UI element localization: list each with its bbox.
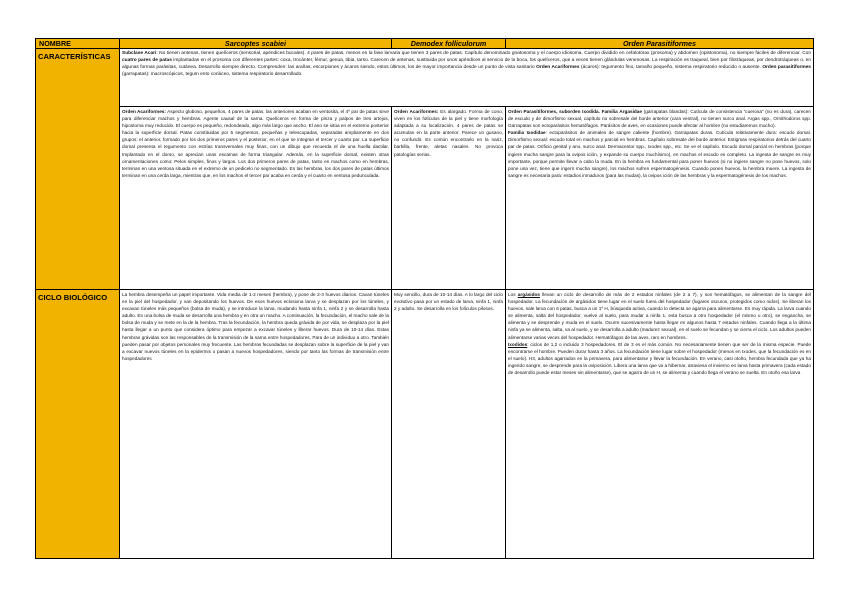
header-nombre: NOMBRE: [36, 39, 120, 49]
comparison-table: [35, 38, 814, 559]
cell-sarcoptes-caracteristicas: Orden Acariformes: Aspecto globoso, pequeños, 4 pares de patas, las anteriores acaban en ventosita, el 4º par de patas sirve para diferenciar machos y hembras. Agente causal de la sarna. Quelíceros en forma de pinza y palpos de tres artejos, hipostoma muy reducido. El cuerpo es pequeño, redondeado, algo más largo que ancho. El ano se sitúa en el extremo posterior hacia la superficie dorsal. Patas constituidas por 5 segmentos, pequeñas y telescopadas, separadas ampliamente en dos grupos: el anterior, formado por los dos primeros pares y el posterior, en el que se integran el tercer y cuarto par. La superficie dorsal presenta el tegumento con estrías transversales muy finas, con un dibujo que recuerda el de una huella dactilar. Implantado en el dorso, se aprecian unas escamas de forma triangular. Además, en la superficie dorsal, existen otras ornamentaciones como: Pelos simples, finos y largos. Los dos primeros pares de patas, tanto en machos como en hembras, terminan en una ventosa situada en el extremo de un pedicelo no segmentado. En las hembras, los dos pares de patas últimos terminan en una cerda larga, mientras que, en los machos el tercer par acaba en cerda y el cuarto en ventosa pedunculada.: [120, 107, 392, 290]
cell-parasitiformes-ciclo: Los argásidos llevan un ciclo de desarrollo de más de 2 estados ninfales (de 2 a 7), y son hematófagos, se alimentan de la sangre del hospedador. La fecundación de argásidos tiene lugar en el suelo fuera del hospedador (lugares oscuros, protegidos como nidos). Se liberan los huevos, sale larva con 6 patas, busca a un 1º H, búsqueda activa, cuando lo detecta se agarra para alimentarse. Es muy rápida. La larva cuando se alimenta, salta del hospedador, vuelve al suelo, para mudar a ninfa 1, esta busca a otro hospedador (el mismo u otro), se engancha, se alimenta y se desprende y muda en el suelo. Ocurre sucesivamente hasta llegar en algunos hasta 7 estados ninfales. Cuando llega a la última ninfa ya se alimenta, salta, va al suelo, y se desarrolla a adulto (madurez sexual), en el suelo se fecundan y se cierra el ciclo. Los adultos pueden alimentarse varias veces del hospedador. Hematófagos de las aves, raro en hombres. Ixodidos: ciclos de 1,2 o incluido 3 hospedadores. El de 3 es el más común. No necesariamente tienen que ser de la misma especie. Puede encontrarse el hombre. Pueden durar hasta 3 años. La fecundación tiene lugar sobre el hospedador (menos en Ixodes, que la fecundación es en el suelo). H3, adultos agarrados en la primavera, para alimentarse y llevar la fecundación. En verano, casi otoño, hembra fecundada que ya ha ingerido sangre, se desprende para la oviposición. Libera una larva que va a hibernar, atraviesa el invierno en larva hasta primavera (cada estado de desarrollo puede estar meses sin alimentarse), que se agarra de un H, se alimenta y cuando llega el verano se suelta. En otoño esa larva: [506, 290, 814, 559]
row-label-caracteristicas: CARACTERÍSTICAS: [36, 49, 120, 290]
cell-parasitiformes-caracteristicas: Orden Parasitiformes, suborden Ixodida. Familia Argasidae (garrapatas blandas): Cutícula de consistencia “cuerosa” (no es dura), carecen de escudo y de dimorfismo sexual, capítulo no sobresale del borde anterior (cara ventral), no tienen surco anal. Argas spp., Ornithodoros spp. Garrapatas son ectoparásitos hematófagos. Parásitos de aves, en ocasiones puede afectar al hombre (no estudiaremos mucho). Familia Ixodidae: ectoparásitos de animales de sangre caliente (hombre). Garrapatas duras. Cutícula relativamente dura: escudo dorsal. Dimorfismo sexual: escudo total en machos y parcial en hembras. Capítulo sobresale del borde anterior. Estigmas respiratorios detrás del cuarto par de patas. Orificio genital y ano, surco anal. Dermacentor spp., Ixodes spp., etc. Se ve el capítulo. Escudo dorsal parcial en hembras (porque ingiere mucha sangre para la ovipos ición, y expande su cuerpo muchísimo), en machos el escudo es completo. La ingesta de sangre es muy importante, porque permite llevar a cabo la muda. En la hembra es fundamental para poner huevos (si no ingiere sangre no pone huevos, solo pone una vez, tiene que ingerir mucha sangre), los machos sufren espermatogénesis. Cuando ponen huevos, la hembra muere. La ingesta de sangre es necesaria para: estadios inmaduros (para las mudas), la ovipos ición de las hembras y la espermatogénesis de los machos.: [506, 107, 814, 290]
header-row: [36, 39, 814, 49]
document-page: [35, 38, 813, 559]
header-sarcoptes: Sarcoptes scabiei: [120, 39, 392, 49]
lead-subclase-acari: Subclase Acari: [122, 51, 157, 56]
row-label-ciclo: CICLO BIOLÓGICO: [36, 290, 120, 559]
row-ciclo-biologico: [36, 290, 814, 559]
cell-sarcoptes-ciclo: La hembra desempeña un papel importante. Vida media de 1-2 meses (hembra), y pone de 2-3 huevos diarios. Cavan túneles en la piel del hospedador, y van depositando los huevos. De esos huevos eclosiona larva y se desplazan por los túneles, y excavan túneles más pequeños (bolsa de muda), y se introduce la larva, mudando hasta ninfa 1, ninfa 2 y se desarrolla hasta adulto. En una bolsa de muda se desarrolla una hembra y en otra un macho. A continuación, la fecundación, el macho sale de la bolsa de muda y se mete en la de la hembra. Tras la fecundación, la hembra queda grávida de por vida, se desplaza por la piel hasta llegar a un punto que considera óptimo para empezar a excavar túneles y liberar huevos. Dura de 10-14 días. Estas hembras grávidas son las responsables de la transmisión de la sarna entre hospedadores. Para de un individuo a otro. También pueden pasar por objetos personales muy frecuente. Las hembras fecundadas se desplazan sobre la superficie de la piel y van a excavar nuevos túneles en la epidermis o pasan a nuevos hospedadores, siendo por tanto las formas de transmisión entre hospedadores: [120, 290, 392, 559]
cell-demodex-caracteristicas: Orden Acariformes: Es alargado. Forma de cono, viven en los folículos de la piel y tiene morfología adaptada a su localización. 4 pares de patas se acumulan en la parte anterior. Parece un gusano, no confundir. Es común encontrarlo en la nariz, barbilla, frente, aletas nasales. No provoca patologías serias.: [392, 107, 506, 290]
cell-demodex-ciclo: Muy sencillo, dura de 10-14 días. A lo largo del ciclo evolutivo pasa por un estado de larva, ninfa 1, ninfa 2 y adulto. Se desarrolla en los folículos pilosos.: [392, 290, 506, 559]
row-caracteristicas-species: [36, 107, 814, 290]
cell-acari-general: Subclase Acari: No tienen antenas, tienen quelíceros (sensorial, apéndices bucales). 4 pares de patas, menos en la fase larvaria que tienen 3 pares de patas. Capítulo denominado gnatosoma y el cuerpo idiosoma. Cuerpo dividido en cefalotórax (prosoma) y abdomen (opistosoma), no siempre fáciles de diferenciar. Con cuatro pares de patas implantadas en el prosoma con diferentes partes: coxa, trocánter, fémur, genua, tibia, tarso. Carecen de antenas, sustituida por unos apéndices al servicio de la boca, los quelíceros, que a veces tienen glándulas venenosas. La respiración es traqueal, bien por filotráqueas, por dendrotráqueas o, en algunas formas parásitas, cutánea. Desarrollo siempre directo. Comprenden: las arañas, escorpiones y ácaros siendo, estos últimos, los de mayor importancia desde un punto de vista sanitario Orden Acariformes (ácaros): tegumento fino, tamaño pequeño, sistema respiratorio reducido o ausente. Orden parasitiformes (garrapatas): macroscópicos, tegum ento coriáceo, sistema respiratorio desarrollado.: [120, 49, 814, 107]
header-parasitiformes: Orden Parasitiformes: [506, 39, 814, 49]
header-demodex: Demodex folliculorum: [392, 39, 506, 49]
row-caracteristicas-general: [36, 49, 814, 107]
